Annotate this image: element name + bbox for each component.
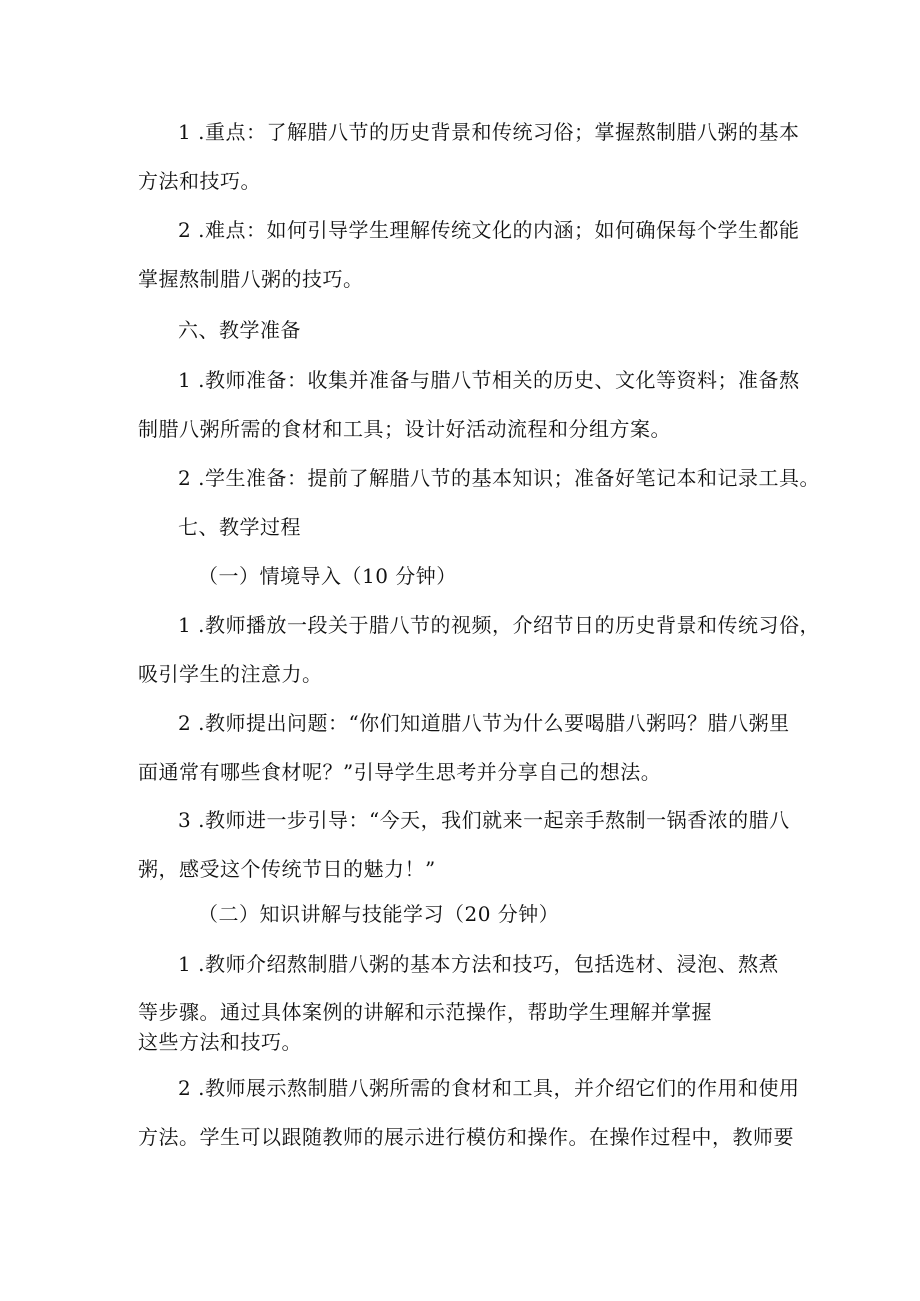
- key-point-line: 1 .重点：了解腊八节的历史背景和传统习俗；掌握熬制腊八粥的基本: [178, 120, 800, 144]
- intro-step-2-cont: 面通常有哪些食材呢？”引导学生思考并分享自己的想法。: [138, 760, 662, 784]
- knowledge-step-1-cont-2: 这些方法和技巧。: [138, 1030, 302, 1054]
- difficulty-line: 2 .难点：如何引导学生理解传统文化的内涵；如何确保每个学生都能: [178, 218, 800, 242]
- knowledge-step-2-cont: 方法。学生可以跟随教师的展示进行模仿和操作。在操作过程中，教师要: [138, 1125, 794, 1149]
- intro-step-3-cont: 粥，感受这个传统节日的魅力！”: [138, 857, 436, 881]
- subheading-intro: （一）情境导入（10 分钟）: [198, 564, 457, 588]
- knowledge-step-2: 2 .教师展示熬制腊八粥所需的食材和工具，并介绍它们的作用和使用: [178, 1076, 800, 1100]
- section-heading-process: 七、教学过程: [178, 515, 301, 539]
- intro-step-1: 1 .教师播放一段关于腊八节的视频，介绍节日的历史背景和传统习俗，: [178, 613, 820, 637]
- intro-step-2: 2 .教师提出问题：“你们知道腊八节为什么要喝腊八粥吗？腊八粥里: [178, 711, 790, 735]
- section-heading-preparation: 六、教学准备: [178, 318, 301, 342]
- knowledge-step-1-cont: 等步骤。通过具体案例的讲解和示范操作，帮助学生理解并掌握: [138, 1000, 712, 1024]
- difficulty-line-cont: 掌握熬制腊八粥的技巧。: [138, 267, 364, 291]
- teacher-prep-line: 1 .教师准备：收集并准备与腊八节相关的历史、文化等资料；准备熬: [178, 368, 800, 392]
- knowledge-step-1: 1 .教师介绍熬制腊八粥的基本方法和技巧，包括选材、浸泡、熬煮: [178, 952, 779, 976]
- subheading-knowledge: （二）知识讲解与技能学习（20 分钟）: [198, 902, 560, 926]
- intro-step-3: 3 .教师进一步引导：“今天，我们就来一起亲手熬制一锅香浓的腊八: [178, 808, 790, 832]
- key-point-line-cont: 方法和技巧。: [138, 169, 261, 193]
- student-prep-line: 2 .学生准备：提前了解腊八节的基本知识；准备好笔记本和记录工具。: [178, 466, 820, 490]
- intro-step-1-cont: 吸引学生的注意力。: [138, 662, 323, 686]
- teacher-prep-line-cont: 制腊八粥所需的食材和工具；设计好活动流程和分组方案。: [138, 417, 671, 441]
